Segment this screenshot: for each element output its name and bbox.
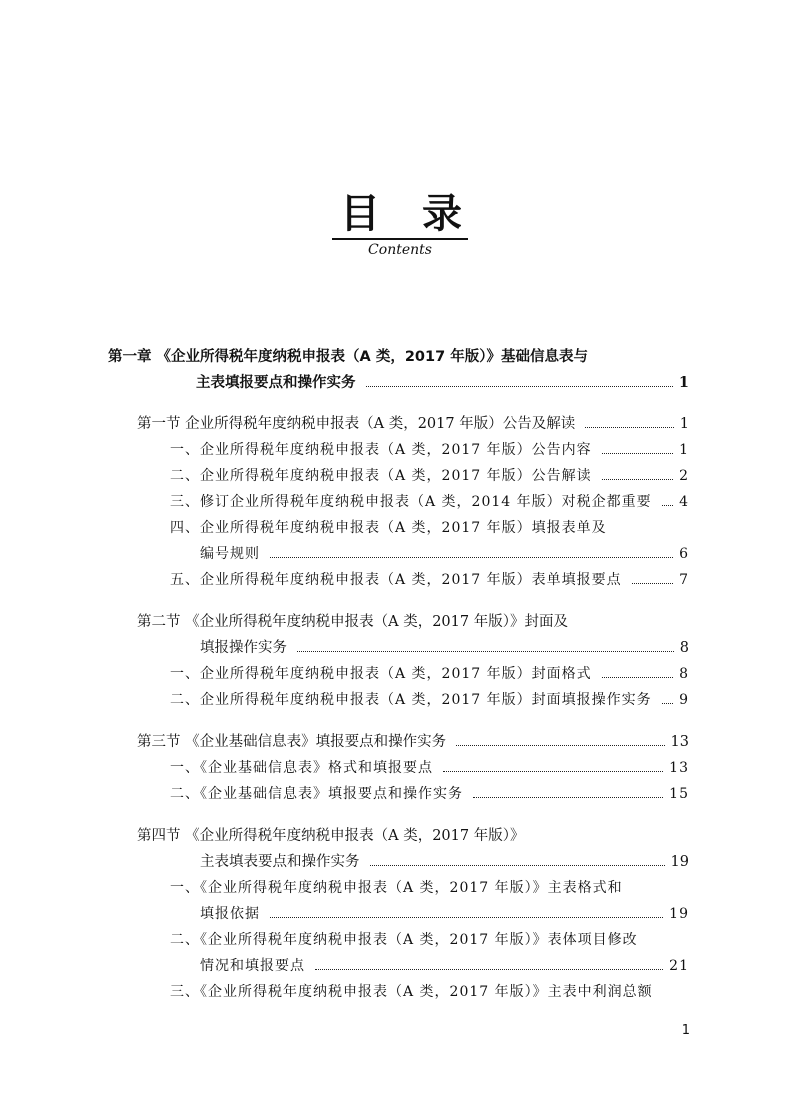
toc-item-text: 填报依据	[200, 906, 260, 922]
dot-leader	[270, 917, 663, 918]
section-2-title-line1	[137, 612, 568, 632]
section-3-entry[interactable]	[137, 732, 689, 752]
section-2-title-line2[interactable]	[200, 638, 689, 658]
toc-item-text: 一、企业所得税年度纳税申报表（A 类，2017 年版）公告内容	[170, 442, 592, 458]
toc-heading	[0, 188, 800, 258]
toc-item-continued[interactable]	[200, 956, 689, 976]
chapter-1-title-cont: 主表填报要点和操作实务	[196, 375, 356, 391]
toc-item[interactable]	[170, 518, 607, 538]
toc-item[interactable]	[170, 982, 653, 1002]
toc-item-text: 四、企业所得税年度纳税申报表（A 类，2017 年版）填报表单及	[170, 520, 607, 536]
dot-leader	[443, 771, 663, 772]
page-number: 19	[669, 906, 689, 922]
toc-item[interactable]	[170, 690, 689, 710]
dot-leader	[456, 745, 664, 746]
chapter-1-title-line1	[108, 347, 588, 367]
section-2-title-cont: 填报操作实务	[200, 640, 287, 656]
page-number: 1	[679, 442, 689, 458]
toc-item[interactable]	[170, 664, 689, 684]
page-number: 13	[669, 760, 689, 776]
page-number: 13	[670, 734, 689, 750]
dot-leader	[662, 505, 673, 506]
dot-leader	[585, 427, 674, 428]
dot-leader	[366, 386, 673, 387]
page-folio: 1	[681, 1023, 690, 1038]
dot-leader	[602, 453, 673, 454]
toc-item-text: 二、企业所得税年度纳税申报表（A 类，2017 年版）封面填报操作实务	[170, 692, 652, 708]
dot-leader	[602, 677, 673, 678]
page-number: 2	[679, 468, 689, 484]
toc-item-text: 三、《企业所得税年度纳税申报表（A 类，2017 年版）》主表中利润总额	[170, 984, 653, 1000]
page-number: 6	[679, 546, 689, 562]
page-number: 4	[679, 494, 689, 510]
section-1-title: 第一节 企业所得税年度纳税申报表（A 类，2017 年版）公告及解读	[137, 416, 576, 432]
toc-item-text: 二、《企业所得税年度纳税申报表（A 类，2017 年版）》表体项目修改	[170, 932, 638, 948]
page-number: 8	[679, 640, 689, 656]
page-number: 8	[679, 666, 689, 682]
toc-item-text: 情况和填报要点	[200, 958, 305, 974]
title-underline	[332, 238, 468, 240]
toc-item[interactable]	[170, 784, 689, 804]
toc-item-text: 三、修订企业所得税年度纳税申报表（A 类，2014 年版）对税企都重要	[170, 494, 652, 510]
page-number: 1	[679, 416, 689, 432]
page-number: 9	[679, 692, 689, 708]
section-4-title-cont: 主表填表要点和操作实务	[200, 854, 360, 870]
chapter-1-title-text: 第一章 《企业所得税年度纳税申报表（A 类，2017 年版）》基础信息表与	[108, 349, 588, 365]
page-number: 7	[679, 572, 689, 588]
dot-leader	[270, 557, 673, 558]
chapter-1-title-line2[interactable]	[196, 373, 689, 393]
dot-leader	[370, 865, 665, 866]
section-4-title: 第四节 《企业所得税年度纳税申报表（A 类，2017 年版）》	[137, 828, 525, 844]
toc-item[interactable]	[170, 466, 689, 486]
toc-item-text: 一、《企业所得税年度纳税申报表（A 类，2017 年版）》主表格式和	[170, 880, 623, 896]
dot-leader	[297, 651, 674, 652]
dot-leader	[473, 797, 663, 798]
section-4-title-line2[interactable]	[200, 852, 689, 872]
toc-item[interactable]	[170, 758, 689, 778]
toc-item[interactable]	[170, 930, 638, 950]
toc-item-text: 五、企业所得税年度纳税申报表（A 类，2017 年版）表单填报要点	[170, 572, 622, 588]
section-4-title-line1	[137, 826, 524, 846]
page-number: 15	[669, 786, 689, 802]
toc-item-text: 编号规则	[200, 546, 260, 562]
dot-leader	[602, 479, 673, 480]
toc-subtitle: Contents	[368, 242, 432, 258]
toc-item[interactable]	[170, 440, 689, 460]
dot-leader	[662, 703, 673, 704]
section-1-entry[interactable]	[137, 414, 689, 434]
toc-title: 目录	[340, 191, 504, 237]
toc-item[interactable]	[170, 570, 689, 590]
section-3-title: 第三节 《企业基础信息表》填报要点和操作实务	[137, 734, 447, 750]
page-number: 1	[678, 374, 689, 391]
page-number: 21	[669, 958, 689, 974]
dot-leader	[632, 583, 673, 584]
toc-item[interactable]	[170, 492, 689, 512]
dot-leader	[315, 969, 663, 970]
toc-item[interactable]	[170, 878, 623, 898]
page-number: 19	[670, 854, 689, 870]
toc-item-text: 一、《企业基础信息表》格式和填报要点	[170, 760, 433, 776]
toc-item-text: 二、企业所得税年度纳税申报表（A 类，2017 年版）公告解读	[170, 468, 592, 484]
toc-item-text: 二、《企业基础信息表》填报要点和操作实务	[170, 786, 463, 802]
toc-item-continued[interactable]	[200, 544, 689, 564]
section-2-title: 第二节 《企业所得税年度纳税申报表（A 类，2017 年版）》封面及	[137, 614, 568, 630]
toc-item-continued[interactable]	[200, 904, 689, 924]
toc-item-text: 一、企业所得税年度纳税申报表（A 类，2017 年版）封面格式	[170, 666, 592, 682]
